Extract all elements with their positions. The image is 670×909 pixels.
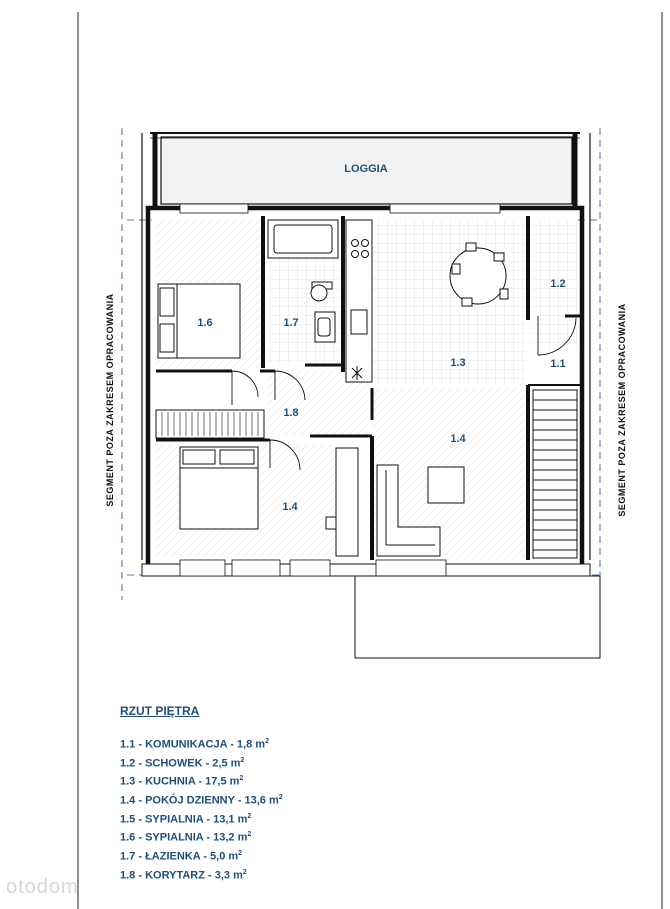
room-label-1-1: 1.1 (550, 358, 566, 370)
legend-item: 1.6 - SYPIALNIA - 13,2 $m^2$ (120, 831, 252, 844)
side-text-left: SEGMENT POZA ZAKRESEM OPRACOWANIA (105, 293, 115, 507)
legend-title: RZUT PIĘTRA (120, 704, 200, 718)
terrace-outline (355, 576, 600, 658)
side-text-right: SEGMENT POZA ZAKRESEM OPRACOWANIA (617, 303, 627, 517)
room-label-1-7: 1.7 (283, 317, 299, 329)
coffee-table-icon (428, 467, 464, 503)
sink-icon (315, 312, 335, 342)
legend (120, 704, 283, 883)
room-label-1-3: 1.3 (450, 357, 466, 369)
loggia-label: LOGGIA (344, 163, 388, 175)
room-label-1-4-bedroom: 1.4 (282, 501, 298, 513)
legend-item: 1.2 - SCHOWEK - 2,5 $m^2$ (120, 756, 245, 770)
watermark-logo: otodom (6, 876, 79, 898)
double-bed-icon (180, 447, 258, 529)
kitchen-counter (346, 220, 372, 382)
room-label-1-2: 1.2 (550, 278, 566, 290)
legend-item: 1.5 - SYPIALNIA - 13,1 $m^2$ (120, 812, 252, 826)
room-label-1-4-living: 1.4 (450, 433, 466, 445)
legend-item: 1.8 - KORYTARZ - 3,3 $m^2$ (120, 868, 247, 882)
staircase (533, 390, 577, 558)
legend-item: 1.1 - KOMUNIKACJA - 1,8 $m^2$ (120, 738, 269, 751)
legend-item: 1.4 - POKÓJ DZIENNY - 13,6 $m^2$ (120, 793, 283, 807)
legend-item: 1.3 - KUCHNIA - 17,5 $m^2$ (120, 775, 244, 788)
room-label-1-6: 1.6 (197, 317, 213, 329)
bottom-windows (180, 560, 446, 576)
bathtub-icon (268, 220, 338, 258)
room-label-1-8: 1.8 (283, 407, 299, 419)
legend-item: 1.7 - ŁAZIENKA - 5,0 $m^2$ (120, 849, 243, 863)
